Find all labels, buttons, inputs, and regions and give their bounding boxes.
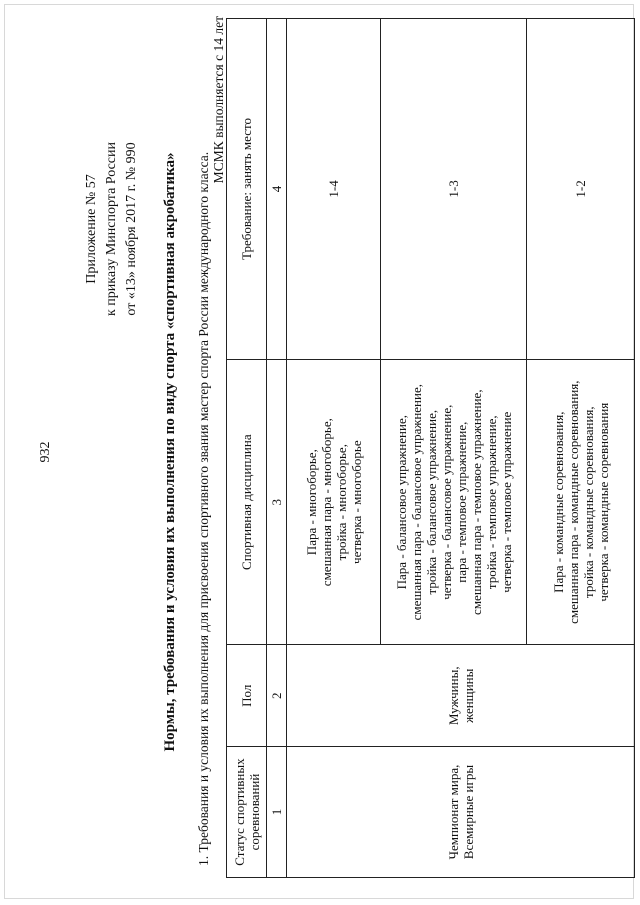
discipline-line: смешанная пара - многоборье, [318,418,334,587]
norms-table [226,18,635,878]
discipline-line: тройка - балансовое упражнение, [423,409,439,595]
table-header-row [227,19,267,878]
discipline-line: четверка - балансовое упражнение, [438,404,454,600]
column-number: 2 [267,645,287,747]
order-header [82,104,142,354]
header-gender: Пол [227,645,267,747]
header-status: Статус спортивных соревнований [227,747,267,878]
discipline-line: тройка - темповое упражнение, [483,415,499,590]
intro-line-1: 1. Требования и условия их выполнения для присвоения спортивного звания мастер спорта России международного класса. [196,151,211,866]
order-date: от «13» ноября 2017 г. № 990 [124,142,139,316]
order-reference: к приказу Минспорта России [104,142,119,316]
place-cell: 1-4 [287,19,381,360]
place-cell: 1-3 [381,19,527,360]
intro-line-2: МСМК выполняется с 14 лет [211,16,226,184]
header-place: Требование: занять место [227,19,267,360]
column-number: 3 [267,359,287,644]
discipline-line: тройка - многоборье, [333,444,349,561]
place-cell: 1-2 [527,19,635,360]
column-number: 4 [267,19,287,360]
discipline-line: смешанная пара - командные соревнования, [565,380,581,624]
discipline-cell [527,359,635,644]
gender-cell: Мужчины, женщины [287,645,635,747]
discipline-line: тройка - командные соревнования, [580,406,596,598]
discipline-line: Пара - многоборье, [303,449,319,556]
table-row [287,19,381,878]
discipline-line: четверка - командные соревнования [595,402,611,602]
page-number: 932 [38,441,53,463]
discipline-cell [381,359,527,644]
discipline-line: четверка - многоборье [348,440,364,564]
rotated-page [30,12,630,892]
column-number: 1 [267,747,287,878]
discipline-line: смешанная пара - темповое упражнение, [468,389,484,615]
discipline-line: Пара - командные соревнования, [550,411,566,593]
discipline-line: Пара - балансовое упражнение, [393,415,409,590]
discipline-line: смешанная пара - балансовое упражнение, [408,384,424,621]
intro-text [196,16,226,866]
discipline-line: четверка - темповое упражнение [498,411,514,593]
discipline-cell [287,359,381,644]
document-title: Нормы, требования и условия их выполнения по виду спорта «спортивная акробатика» [162,152,178,752]
competition-status: Чемпионат мира, Всемирные игры [287,747,635,878]
discipline-line: пара - темповое упражнение, [453,421,469,583]
column-number-row [267,19,287,878]
appendix-number: Приложение № 57 [84,174,99,284]
header-discipline: Спортивная дисциплина [227,359,267,644]
